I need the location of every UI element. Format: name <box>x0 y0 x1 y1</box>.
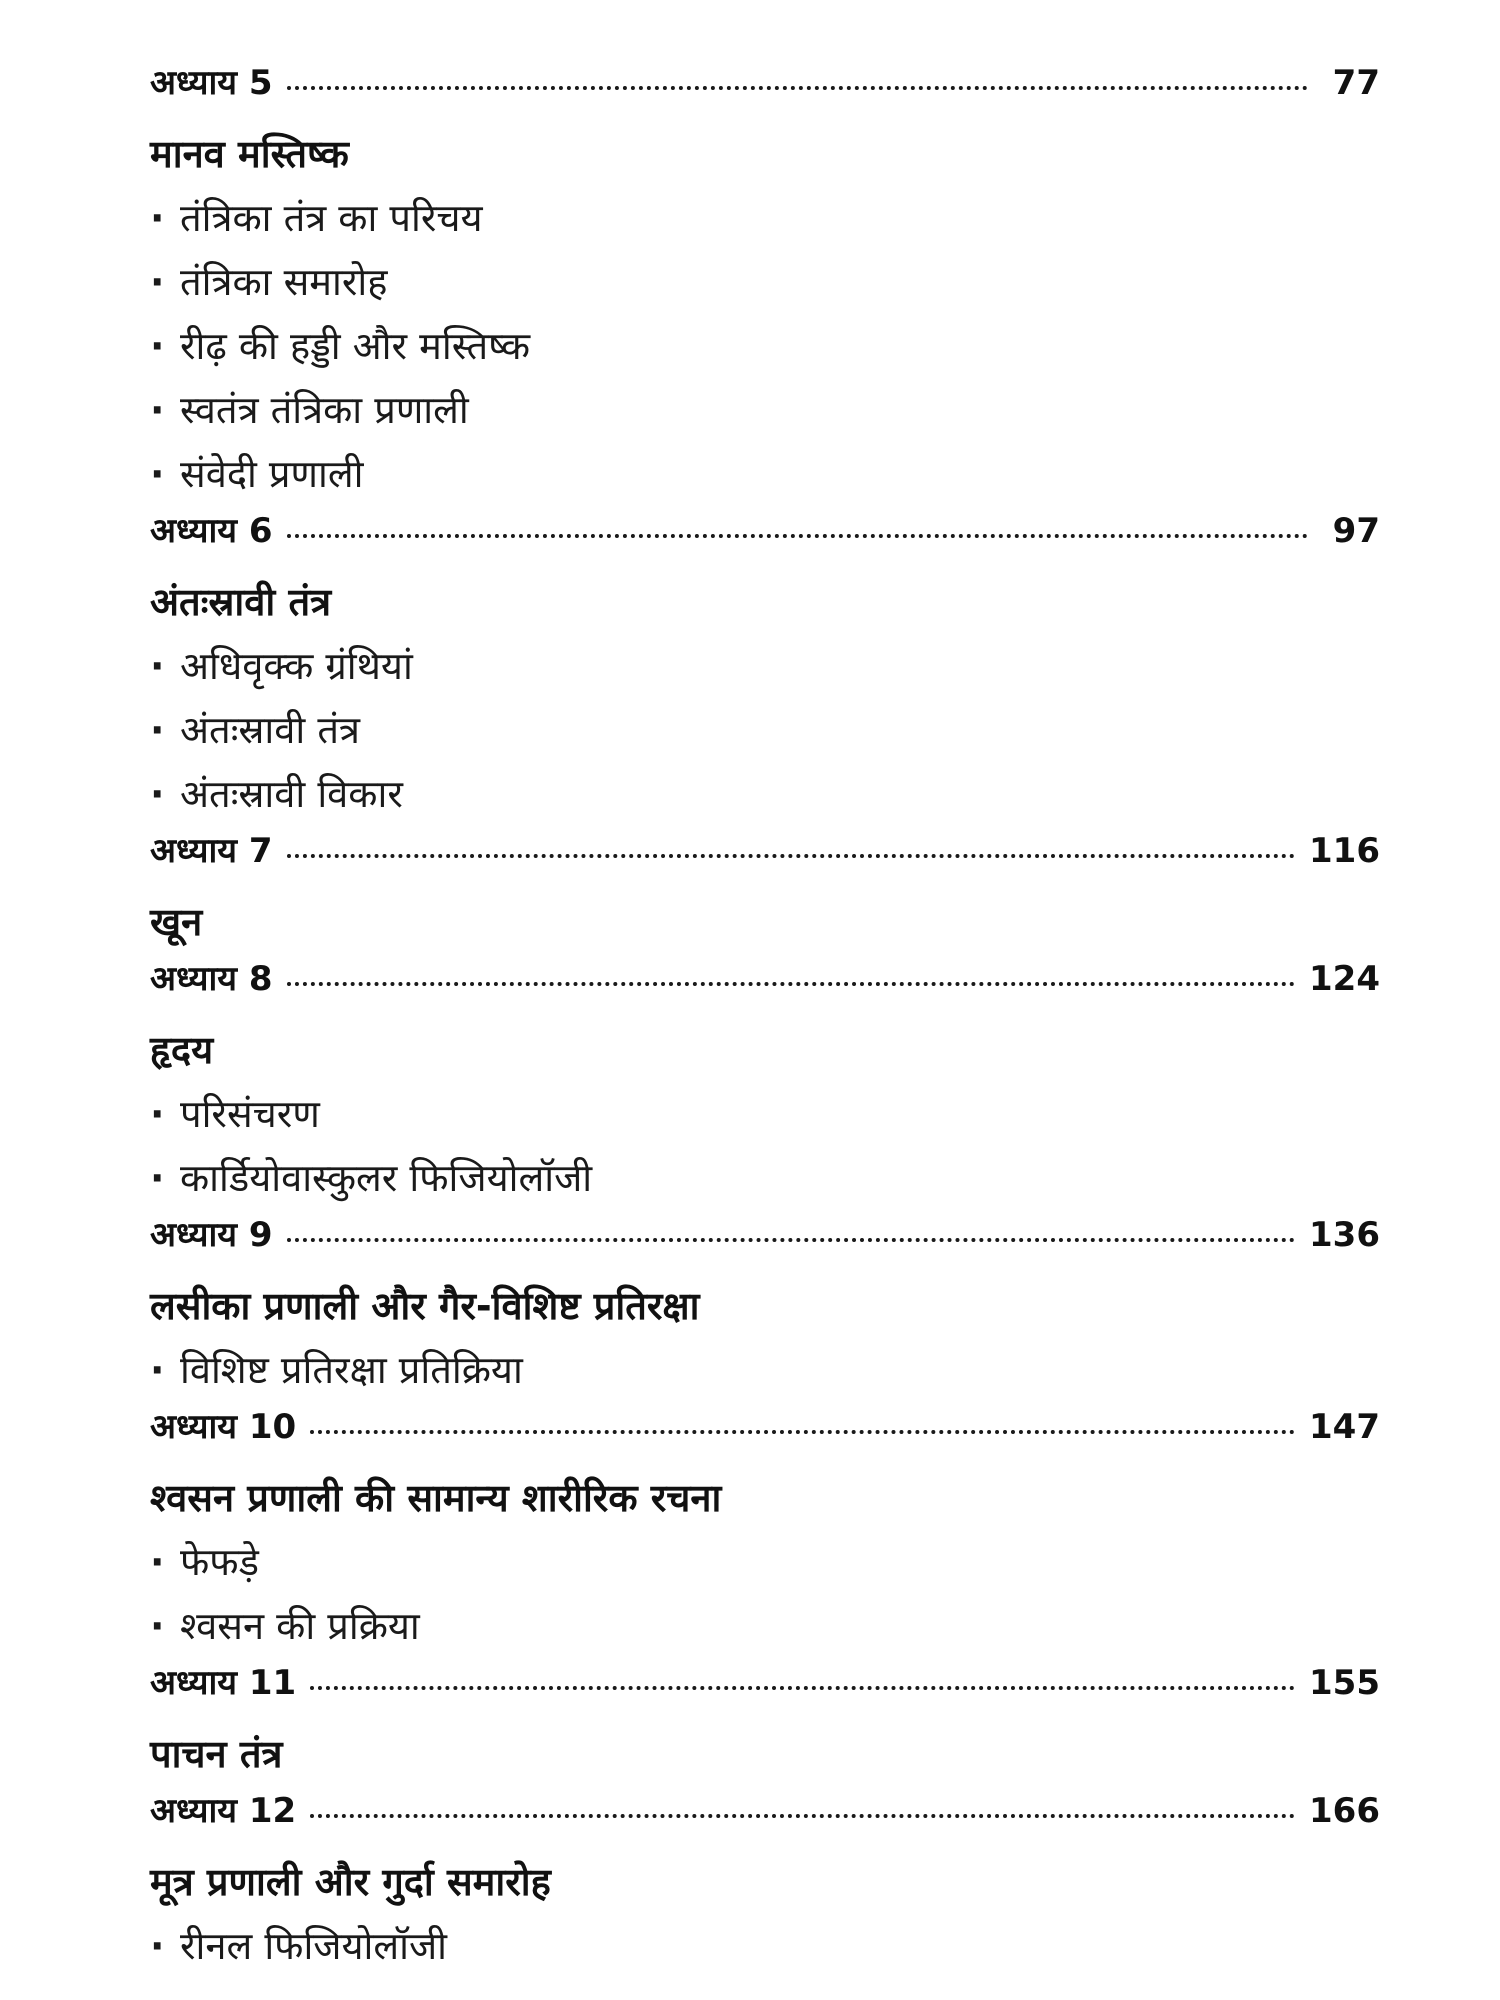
topic-text: कार्डियोवास्कुलर फिजियोलॉजी <box>180 1156 593 1200</box>
bullet: · <box>150 1092 165 1136</box>
topic-item <box>150 186 1380 250</box>
chapter-label: अध्याय 8 <box>150 959 273 999</box>
chapter-title: मानव मस्तिष्क <box>150 132 349 176</box>
page-number: 166 <box>1309 1791 1380 1831</box>
topic-item <box>150 378 1380 442</box>
chapter-label: अध्याय 11 <box>150 1663 297 1703</box>
chapter-entry[interactable] <box>150 954 1380 1018</box>
bullet: · <box>150 1924 165 1968</box>
bullet: · <box>150 452 165 496</box>
topic-item <box>150 442 1380 506</box>
bullet: · <box>150 644 165 688</box>
page-number: 147 <box>1309 1407 1380 1447</box>
topic-text: श्वसन की प्रक्रिया <box>180 1604 420 1648</box>
dot-leader <box>287 1238 1296 1242</box>
dot-leader <box>310 1686 1295 1690</box>
chapter-label: अध्याय 6 <box>150 511 273 551</box>
page-number: 116 <box>1309 831 1380 871</box>
dot-leader <box>287 534 1309 538</box>
bullet: · <box>150 196 165 240</box>
bullet: · <box>150 324 165 368</box>
topic-item <box>150 1914 1380 1978</box>
bullet: · <box>150 1156 165 1200</box>
topic-text: विशिष्ट प्रतिरक्षा प्रतिक्रिया <box>180 1348 523 1392</box>
chapter-title: मूत्र प्रणाली और गुर्दा समारोह <box>150 1860 551 1904</box>
chapter-entry[interactable] <box>150 1786 1380 1850</box>
topic-text: अंतःस्रावी तंत्र <box>180 708 360 752</box>
topic-text: रीढ़ की हड्डी और मस्तिष्क <box>180 324 530 368</box>
dot-leader <box>287 86 1309 90</box>
chapter-entry[interactable] <box>150 506 1380 570</box>
chapter-title: श्वसन प्रणाली की सामान्य शारीरिक रचना <box>150 1476 722 1520</box>
bullet: · <box>150 1604 165 1648</box>
topic-item <box>150 762 1380 826</box>
dot-leader <box>287 982 1296 986</box>
chapter-title: लसीका प्रणाली और गैर-विशिष्ट प्रतिरक्षा <box>150 1284 700 1328</box>
dot-leader <box>310 1814 1295 1818</box>
chapter-entry[interactable] <box>150 1402 1380 1466</box>
topic-text: रीनल फिजियोलॉजी <box>180 1924 448 1968</box>
table-of-contents <box>150 58 1380 1978</box>
bullet: · <box>150 260 165 304</box>
topic-item <box>150 1146 1380 1210</box>
bullet: · <box>150 772 165 816</box>
chapter-label: अध्याय 9 <box>150 1215 273 1255</box>
chapter-label: अध्याय 12 <box>150 1791 297 1831</box>
topic-text: फेफड़े <box>180 1540 259 1584</box>
topic-item <box>150 634 1380 698</box>
topic-text: परिसंचरण <box>180 1092 320 1136</box>
topic-item <box>150 250 1380 314</box>
topic-item <box>150 698 1380 762</box>
chapter-label: अध्याय 5 <box>150 63 273 103</box>
dot-leader <box>310 1430 1295 1434</box>
bullet: · <box>150 708 165 752</box>
chapter-label: अध्याय 7 <box>150 831 273 871</box>
chapter-title: पाचन तंत्र <box>150 1732 283 1776</box>
topic-item <box>150 1082 1380 1146</box>
page-number: 155 <box>1309 1663 1380 1703</box>
chapter-entry[interactable] <box>150 58 1380 122</box>
topic-item <box>150 1594 1380 1658</box>
chapter-entry[interactable] <box>150 1210 1380 1274</box>
page-number: 77 <box>1332 63 1380 103</box>
page-number: 136 <box>1309 1215 1380 1255</box>
topic-text: तंत्रिका समारोह <box>180 260 388 304</box>
topic-text: तंत्रिका तंत्र का परिचय <box>180 196 483 240</box>
topic-text: अंतःस्रावी विकार <box>180 772 403 816</box>
chapter-label: अध्याय 10 <box>150 1407 297 1447</box>
chapter-title: हृदय <box>150 1028 214 1072</box>
topic-text: संवेदी प्रणाली <box>180 452 364 496</box>
topic-text: स्वतंत्र तंत्रिका प्रणाली <box>180 388 469 432</box>
chapter-title: खून <box>150 900 203 944</box>
chapter-entry[interactable] <box>150 826 1380 890</box>
dot-leader <box>287 854 1296 858</box>
page-number: 97 <box>1332 511 1380 551</box>
chapter-title: अंतःस्रावी तंत्र <box>150 580 332 624</box>
bullet: · <box>150 1540 165 1584</box>
page-number: 124 <box>1309 959 1380 999</box>
chapter-entry[interactable] <box>150 1658 1380 1722</box>
bullet: · <box>150 388 165 432</box>
topic-text: अधिवृक्क ग्रंथियां <box>180 644 413 688</box>
topic-item <box>150 1338 1380 1402</box>
topic-item <box>150 314 1380 378</box>
topic-item <box>150 1530 1380 1594</box>
bullet: · <box>150 1348 165 1392</box>
